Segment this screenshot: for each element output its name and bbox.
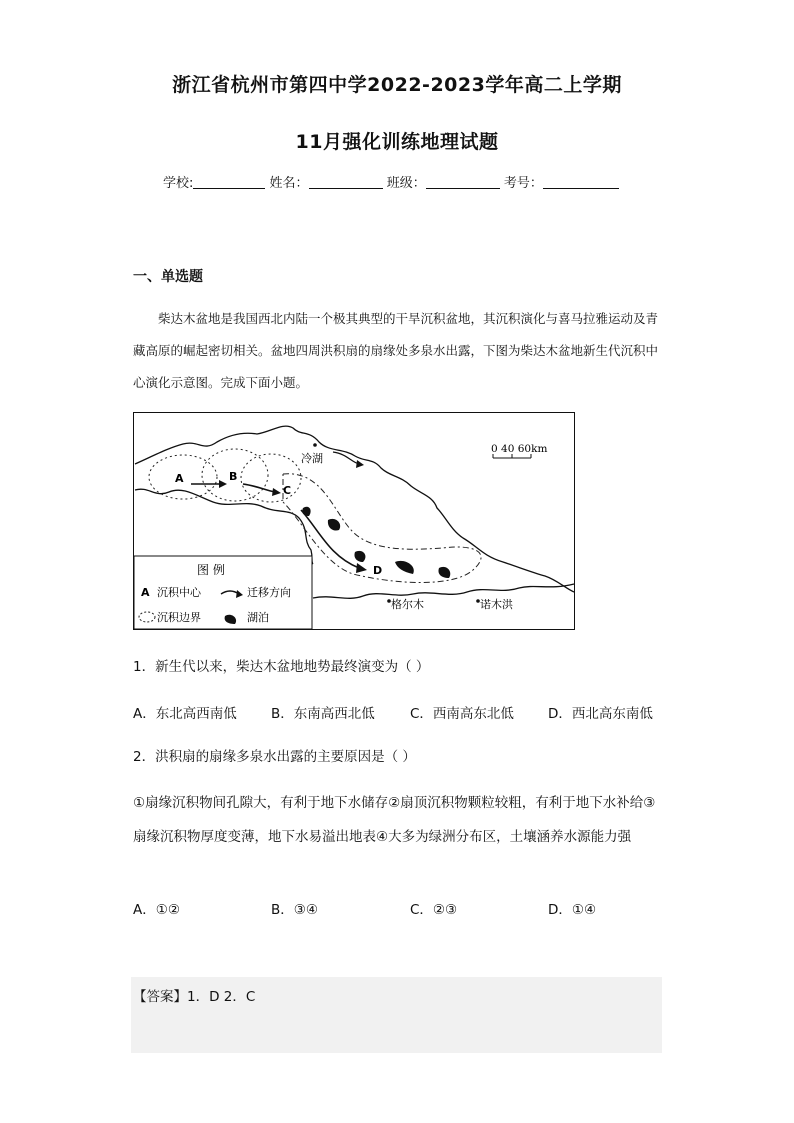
class-field[interactable] [426, 175, 500, 189]
center-a-label: A [175, 472, 184, 485]
q1-option-b[interactable]: B．东南高西北低 [271, 706, 375, 722]
legend-center-label: 沉积中心 [157, 586, 201, 599]
number-label: 考号： [503, 176, 543, 191]
q2-option-b[interactable]: B．③④ [271, 902, 318, 918]
q1-option-d[interactable]: D．西北高东南低 [548, 706, 653, 722]
legend-lake-label: 湖泊 [247, 611, 269, 624]
number-field[interactable] [543, 175, 619, 189]
center-b-label: B [229, 470, 238, 483]
q2-option-c[interactable]: C．②③ [410, 902, 458, 918]
legend-boundary-label: 沉积边界 [157, 611, 201, 624]
golmud-label: 格尔木 [391, 598, 424, 611]
map-legend [134, 556, 312, 629]
q2-option-d[interactable]: D．①④ [548, 902, 597, 918]
exam-title-line1: 浙江省杭州市第四中学2022-2023学年高二上学期 [172, 74, 622, 96]
name-label: 姓名： [269, 176, 309, 191]
center-c-label: C [283, 484, 292, 497]
legend-title: 图 例 [197, 563, 225, 577]
q2-statements: ①扇缘沉积物间孔隙大，有利于地下水储存②扇顶沉积物颗粒较粗，有利于地下水补给③扇缘沉积物厚度变薄，地下水易溢出地表④大多为绿洲分布区，土壤涵养水源能力强 [133, 795, 656, 845]
qaidam-basin-map [133, 412, 575, 630]
school-field[interactable] [193, 175, 265, 189]
question-2: 2．洪积扇的扇缘多泉水出露的主要原因是（ ） [133, 749, 416, 765]
answer-text: 【答案】1．D 2．C [133, 989, 256, 1005]
class-label: 班级： [386, 176, 426, 191]
center-d-label: D [373, 564, 383, 577]
section-title: 一、单选题 [133, 269, 203, 285]
reading-passage: 柴达木盆地是我国西北内陆一个极其典型的干旱沉积盆地，其沉积演化与喜马拉雅运动及青藏高原的崛起密切相关。盆地四周洪积扇的扇缘处多泉水出露，下图为柴达木盆地新生代沉积中心演化示意图。完成下面小题。 [133, 311, 659, 390]
nuomuhong-label: 诺木洪 [480, 598, 513, 611]
lenghu-dot [313, 443, 317, 447]
q1-option-c[interactable]: C．西南高东北低 [410, 706, 514, 722]
q2-option-a[interactable]: A．①② [133, 902, 180, 918]
legend-direction-label: 迁移方向 [247, 586, 291, 599]
school-label: 学校: [163, 176, 194, 191]
legend-center-symbol: A [141, 586, 150, 599]
question-1: 1．新生代以来，柴达木盆地地势最终演变为（ ） [133, 659, 430, 675]
student-info-row [163, 172, 619, 191]
name-field[interactable] [309, 175, 383, 189]
exam-title-line2: 11月强化训练地理试题 [295, 131, 499, 153]
scale-label: 0 40 60km [491, 443, 548, 455]
lenghu-label: 冷湖 [301, 452, 323, 465]
q1-option-a[interactable]: A．东北高西南低 [133, 706, 237, 722]
